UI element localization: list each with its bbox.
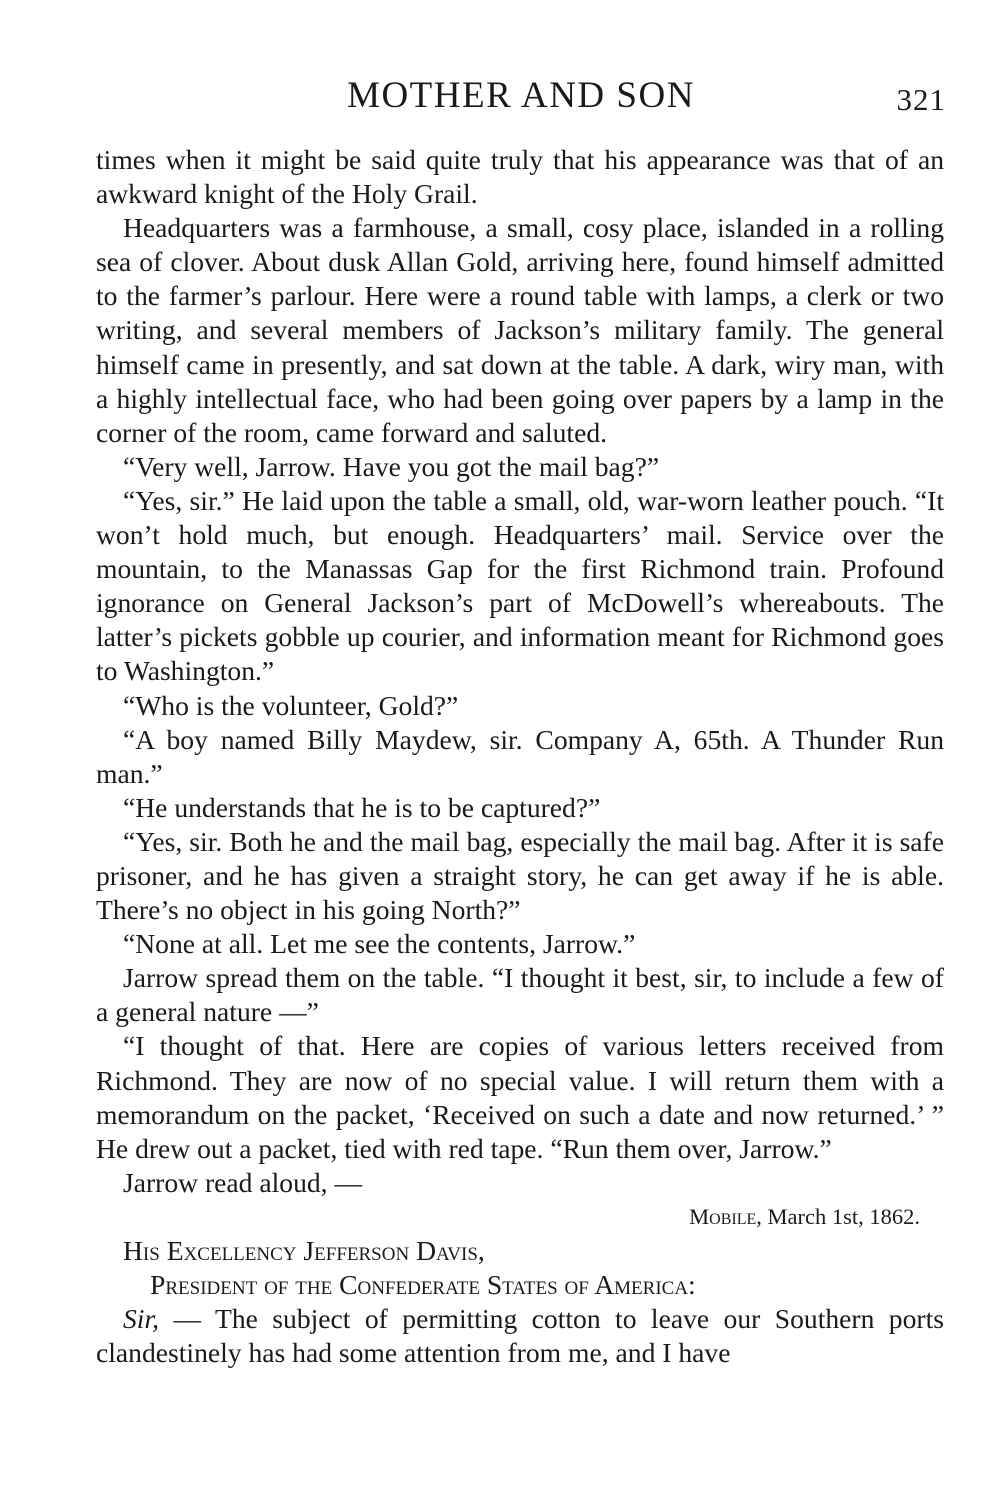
letter-body-text: — The subject of permitting cotton to leave our Southern ports clandestinely has had some attention from me, and I have xyxy=(96,1303,944,1369)
paragraph: “Who is the volunteer, Gold?” xyxy=(123,689,459,721)
chapter-title: MOTHER AND SON xyxy=(347,75,695,116)
paragraph: “Very well, Jarrow. Have you got the mail bag?” xyxy=(123,450,660,482)
paragraph: Jarrow read aloud, — xyxy=(123,1166,363,1198)
paragraph: “Yes, sir. Both he and the mail bag, especially the mail bag. After it is safe prisoner, and he has given a straight story, he can get away if he is able. There’s no object in his going North?” xyxy=(96,825,944,926)
page-number: 321 xyxy=(896,82,946,117)
letter-addressee-name: His Excellency Jefferson Davis, xyxy=(123,1235,485,1266)
paragraph: Jarrow spread them on the table. “I thought it best, sir, to include a few of a general nature —” xyxy=(96,962,944,1028)
paragraph: “A boy named Billy Maydew, sir. Company A, 65th. A Thunder Run man.” xyxy=(96,723,944,789)
paragraph: “He understands that he is to be captured?” xyxy=(123,791,601,823)
dateline-place: Mobile xyxy=(689,1203,757,1229)
paragraph: “None at all. Let me see the contents, Jarrow.” xyxy=(123,928,636,960)
dateline-date: , March 1st, 1862. xyxy=(756,1203,920,1229)
letter-body xyxy=(96,1302,944,1370)
paragraph: Headquarters was a farmhouse, a small, cosy place, islanded in a rolling sea of clover. About dusk Allan Gold, arriving here, found himself admitted to the farmer’s parlour. Here were a round table with lamps, a clerk or two writing, and several members of Jackson’s military family. The general himself came in presently, and sat down at the table. A dark, wiry man, with a highly intellectual face, who had been going over papers by a lamp in the corner of the room, came forward and saluted. xyxy=(96,212,944,448)
paragraph: “I thought of that. Here are copies of various letters received from Richmond. They are now of no special value. I will return them with a memorandum on the packet, ‘Received on such a date and now returned.’ ” He drew out a packet, tied with red tape. “Run them over, Jarrow.” xyxy=(96,1030,944,1164)
letter-salutation: Sir, xyxy=(123,1303,160,1335)
paragraph: times when it might be said quite truly that his appearance was that of an awkward knight of the Holy Grail. xyxy=(96,144,944,210)
letter-dateline xyxy=(96,1200,944,1234)
running-head xyxy=(96,72,946,120)
body-text xyxy=(96,143,944,1370)
paragraph: “Yes, sir.” He laid upon the table a small, old, war-worn leather pouch. “It won’t hold much, but enough. Headquarters’ mail. Service over the mountain, to the Manassas Gap for the first Richmond train. Profound ignorance on General Jackson’s part of McDowell’s whereabouts. The latter’s pickets gobble up courier, and information meant for Richmond goes to Washington.” xyxy=(96,484,944,687)
letter-addressee-title: President of the Confederate States of America: xyxy=(150,1269,696,1301)
